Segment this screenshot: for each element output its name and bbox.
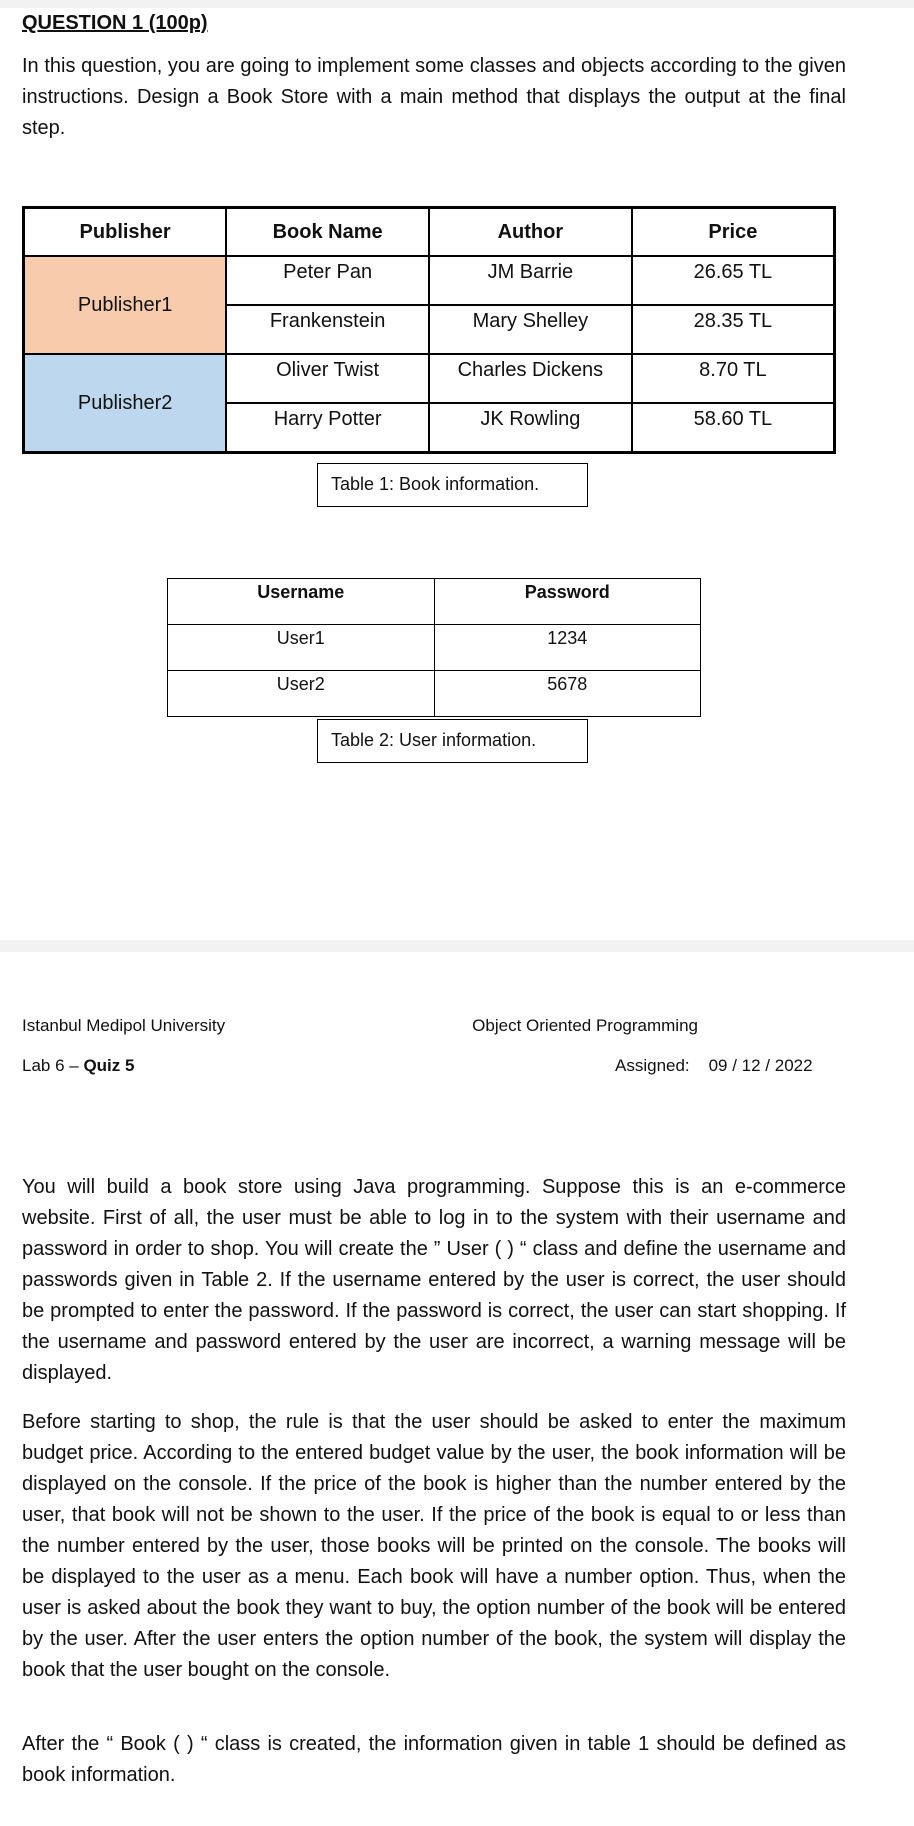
col-header-publisher: Publisher	[24, 208, 227, 257]
assigned-value: 09 / 12 / 2022	[708, 1056, 813, 1075]
user-information-table	[167, 578, 701, 717]
col-header-book-name: Book Name	[226, 208, 429, 257]
table-row	[168, 671, 701, 717]
book-information-table	[22, 206, 836, 454]
price-cell: 28.35 TL	[632, 305, 835, 354]
col-header-username: Username	[168, 579, 435, 625]
table-header-row	[168, 579, 701, 625]
table-2-caption: Table 2: User information.	[317, 719, 588, 763]
page-2	[0, 952, 914, 1826]
body-paragraph-book-class: After the “ Book ( ) “ class is created, the information given in table 1 should be defined as book information.	[22, 1733, 846, 1786]
table-row	[168, 625, 701, 671]
book-name-cell: Harry Potter	[226, 403, 429, 453]
price-cell: 58.60 TL	[632, 403, 835, 453]
col-header-password: Password	[434, 579, 701, 625]
book-name-cell: Peter Pan	[226, 256, 429, 305]
username-cell: User2	[168, 671, 435, 717]
table-header-row	[24, 208, 835, 257]
author-cell: JK Rowling	[429, 403, 632, 453]
author-cell: JM Barrie	[429, 256, 632, 305]
body-paragraph-login: You will build a book store using Java programming. Suppose this is an e-commerce website. First of all, the user must be able to log in to the system with their username and password in order to shop. You will create the ” User ( ) “ class and define the username and passwords given in Table 2. If the username entered by the user is correct, the user should be prompted to enter the password. If the password is correct, the user can start shopping. If the username and password entered by the user are incorrect, a warning message will be displayed.	[22, 1176, 846, 1384]
page-1	[0, 8, 914, 940]
col-header-price: Price	[632, 208, 835, 257]
table-row	[24, 256, 835, 305]
author-cell: Mary Shelley	[429, 305, 632, 354]
quiz-label: Quiz 5	[83, 1056, 135, 1075]
book-name-cell: Frankenstein	[226, 305, 429, 354]
publisher-cell: Publisher1	[24, 256, 227, 354]
author-cell: Charles Dickens	[429, 354, 632, 403]
body-paragraph-budget: Before starting to shop, the rule is that the user should be asked to enter the maximum budget price. According to the entered budget value by the user, the book information will be displayed on the console. If the price of the book is higher than the number entered by the user, that book will not be shown to the user. If the price of the book is equal to or less than the number entered by the user, those books will be printed on the console. The books will be displayed to the user as a menu. Each book will have a number option. Thus, when the user is asked about the book they want to buy, the option number of the book will be entered by the user. After the user enters the option number of the book, the system will display the book that the user bought on the console.	[22, 1411, 846, 1681]
assigned-date	[615, 1056, 813, 1076]
question-title: QUESTION 1 (100p)	[22, 12, 208, 34]
book-name-cell: Oliver Twist	[226, 354, 429, 403]
table-1-caption: Table 1: Book information.	[317, 463, 588, 507]
lab-prefix: Lab 6 –	[22, 1056, 84, 1075]
price-cell: 26.65 TL	[632, 256, 835, 305]
publisher-cell: Publisher2	[24, 354, 227, 453]
username-cell: User1	[168, 625, 435, 671]
assigned-label: Assigned:	[615, 1056, 690, 1075]
table-row	[24, 354, 835, 403]
lab-label	[22, 1056, 134, 1076]
price-cell: 8.70 TL	[632, 354, 835, 403]
course-name: Object Oriented Programming	[472, 1016, 698, 1035]
password-cell: 1234	[434, 625, 701, 671]
password-cell: 5678	[434, 671, 701, 717]
university-name: Istanbul Medipol University	[22, 1016, 226, 1035]
intro-paragraph: In this question, you are going to implement some classes and objects according to the given instructions. Design a Book Store with a main method that displays the output at the final step.	[22, 55, 846, 139]
col-header-author: Author	[429, 208, 632, 257]
